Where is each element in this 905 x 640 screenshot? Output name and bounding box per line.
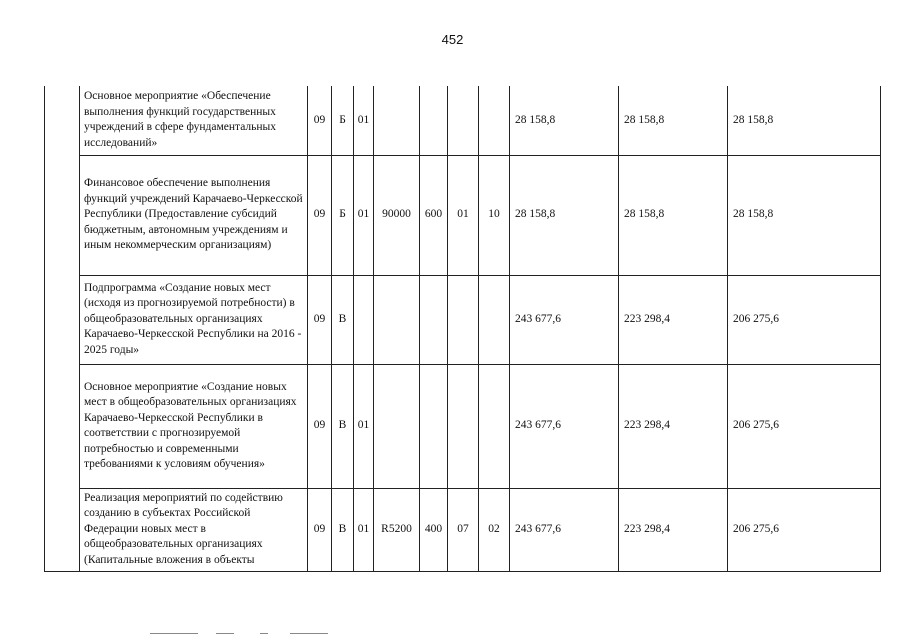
subprogram-code: В xyxy=(332,488,354,571)
direction-code xyxy=(374,364,420,488)
program-code: 09 xyxy=(308,488,332,571)
subsection-code: 10 xyxy=(479,155,510,275)
table-row xyxy=(45,275,881,364)
section-code xyxy=(448,275,479,364)
subsection-code xyxy=(479,275,510,364)
section-code: 01 xyxy=(448,155,479,275)
row-description: Реализация мероприятий по содействию созданию в субъектах Российской Федерации новых мест в общеобразовательных организациях (Капитальные вложения в объекты xyxy=(80,488,308,571)
table-row xyxy=(45,155,881,275)
program-code: 09 xyxy=(308,364,332,488)
activity-code: 01 xyxy=(354,364,374,488)
amount-year-3: 28 158,8 xyxy=(728,86,881,155)
page-number: 452 xyxy=(441,32,464,47)
amount-year-1: 243 677,6 xyxy=(510,364,619,488)
direction-code: 90000 xyxy=(374,155,420,275)
expense-type-code xyxy=(420,364,448,488)
amount-year-2: 28 158,8 xyxy=(619,155,728,275)
amount-year-3: 206 275,6 xyxy=(728,488,881,571)
expense-type-code: 400 xyxy=(420,488,448,571)
amount-year-1: 243 677,6 xyxy=(510,275,619,364)
subsection-code xyxy=(479,364,510,488)
direction-code: R5200 xyxy=(374,488,420,571)
subsection-code xyxy=(479,86,510,155)
subprogram-code: В xyxy=(332,275,354,364)
section-code: 07 xyxy=(448,488,479,571)
row-description: Основное мероприятие «Создание новых мест в общеобразовательных организациях Карачаево-Черкесской Республики в соответствии с прогнозируемой потребностью и современными требованиями к условиям обучения» xyxy=(80,364,308,488)
row-number-cell xyxy=(45,86,80,155)
amount-year-2: 223 298,4 xyxy=(619,488,728,571)
amount-year-2: 28 158,8 xyxy=(619,86,728,155)
row-number-cell xyxy=(45,155,80,275)
amount-year-3: 206 275,6 xyxy=(728,275,881,364)
expense-type-code: 600 xyxy=(420,155,448,275)
amount-year-1: 243 677,6 xyxy=(510,488,619,571)
row-description: Подпрограмма «Создание новых мест (исходя из прогнозируемой потребности) в общеобразовательных организациях Карачаево-Черкесской Республики на 2016 - 2025 годы» xyxy=(80,275,308,364)
amount-year-1: 28 158,8 xyxy=(510,86,619,155)
table-row xyxy=(45,86,881,155)
section-code xyxy=(448,364,479,488)
row-description: Основное мероприятие «Обеспечение выполнения функций государственных учреждений в сфере фундаментальных исследований» xyxy=(80,86,308,155)
program-code: 09 xyxy=(308,155,332,275)
subprogram-code: Б xyxy=(332,86,354,155)
row-number-cell xyxy=(45,488,80,571)
row-number-cell xyxy=(45,275,80,364)
table-body xyxy=(45,86,881,571)
direction-code xyxy=(374,86,420,155)
program-code: 09 xyxy=(308,86,332,155)
budget-table xyxy=(44,86,881,572)
activity-code xyxy=(354,275,374,364)
amount-year-2: 223 298,4 xyxy=(619,364,728,488)
subprogram-code: В xyxy=(332,364,354,488)
row-description: Финансовое обеспечение выполнения функций учреждений Карачаево-Черкесской Республики (Предоставление субсидий бюджетным, автономным учреждениям и иным некоммерческим организациям) xyxy=(80,155,308,275)
subsection-code: 02 xyxy=(479,488,510,571)
amount-year-3: 28 158,8 xyxy=(728,155,881,275)
activity-code: 01 xyxy=(354,86,374,155)
activity-code: 01 xyxy=(354,488,374,571)
expense-type-code xyxy=(420,86,448,155)
subprogram-code: Б xyxy=(332,155,354,275)
expense-type-code xyxy=(420,275,448,364)
table-row xyxy=(45,488,881,571)
scan-artifact-lines xyxy=(150,632,340,635)
amount-year-2: 223 298,4 xyxy=(619,275,728,364)
section-code xyxy=(448,86,479,155)
direction-code xyxy=(374,275,420,364)
amount-year-3: 206 275,6 xyxy=(728,364,881,488)
program-code: 09 xyxy=(308,275,332,364)
amount-year-1: 28 158,8 xyxy=(510,155,619,275)
table-row xyxy=(45,364,881,488)
activity-code: 01 xyxy=(354,155,374,275)
row-number-cell xyxy=(45,364,80,488)
